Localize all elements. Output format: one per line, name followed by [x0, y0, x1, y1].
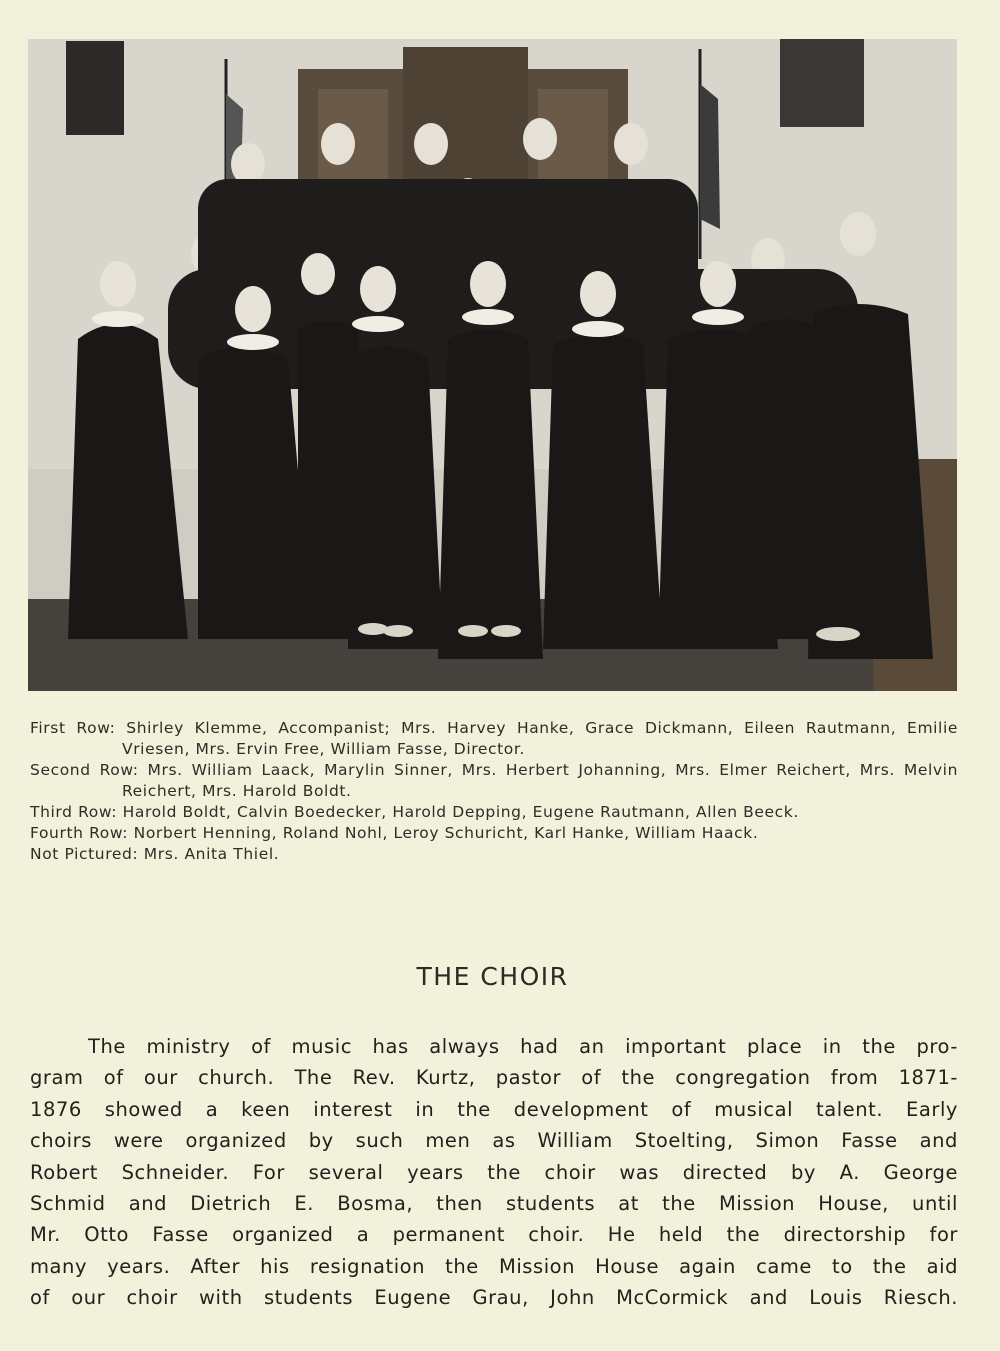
caption-second-row — [30, 760, 958, 802]
choir-photo-illustration — [28, 39, 957, 691]
caption-label: First Row: — [30, 719, 116, 737]
body-line: many years. After his resignation the Mission House again came to the aid — [30, 1254, 958, 1278]
caption-names: Mrs. Anita Thiel. — [143, 845, 280, 863]
body-line: gram of our church. The Rev. Kurtz, pastor of the congregation from 1871- — [30, 1066, 958, 1090]
photo-caption — [30, 718, 958, 865]
caption-label: Third Row: — [30, 803, 118, 821]
caption-first-row — [30, 718, 958, 760]
section-title: THE CHOIR — [416, 962, 569, 991]
caption-names: Shirley Klemme, Accompanist; Mrs. Harvey Hanke, Grace Dickmann, Eileen Rautmann, Emilie Vriesen, Mrs. Ervin Free, William Fasse, Director. — [122, 719, 958, 758]
vent-left — [66, 41, 124, 135]
body-line: 1876 showed a keen interest in the development of musical talent. Early — [30, 1097, 958, 1121]
vent-right — [780, 39, 864, 127]
body-line: choirs were organized by such men as William Stoelting, Simon Fasse and — [30, 1129, 958, 1153]
caption-names: Norbert Henning, Roland Nohl, Leroy Schuricht, Karl Hanke, William Haack. — [133, 824, 759, 842]
body-paragraph — [30, 1031, 958, 1314]
caption-not-pictured — [30, 844, 958, 865]
caption-label: Not Pictured: — [30, 845, 139, 863]
body-line: Mr. Otto Fasse organized a permanent choir. He held the directorship for — [30, 1223, 958, 1247]
caption-label: Second Row: — [30, 761, 139, 779]
caption-third-row — [30, 802, 958, 823]
caption-fourth-row — [30, 823, 958, 844]
body-line: Robert Schneider. For several years the choir was directed by A. George — [30, 1160, 958, 1184]
caption-label: Fourth Row: — [30, 824, 129, 842]
caption-names: Harold Boldt, Calvin Boedecker, Harold Depping, Eugene Rautmann, Allen Beeck. — [122, 803, 799, 821]
caption-names: Mrs. William Laack, Marylin Sinner, Mrs. Herbert Johanning, Mrs. Elmer Reichert, Mrs. Melvin Reichert, Mrs. Harold Boldt. — [122, 761, 958, 800]
body-line: Schmid and Dietrich E. Bosma, then students at the Mission House, until — [30, 1192, 958, 1216]
choir-photo — [28, 39, 957, 691]
body-line: of our choir with students Eugene Grau, John McCormick and Louis Riesch. — [30, 1286, 958, 1310]
body-line: The ministry of music has always had an important place in the pro- — [88, 1035, 958, 1058]
